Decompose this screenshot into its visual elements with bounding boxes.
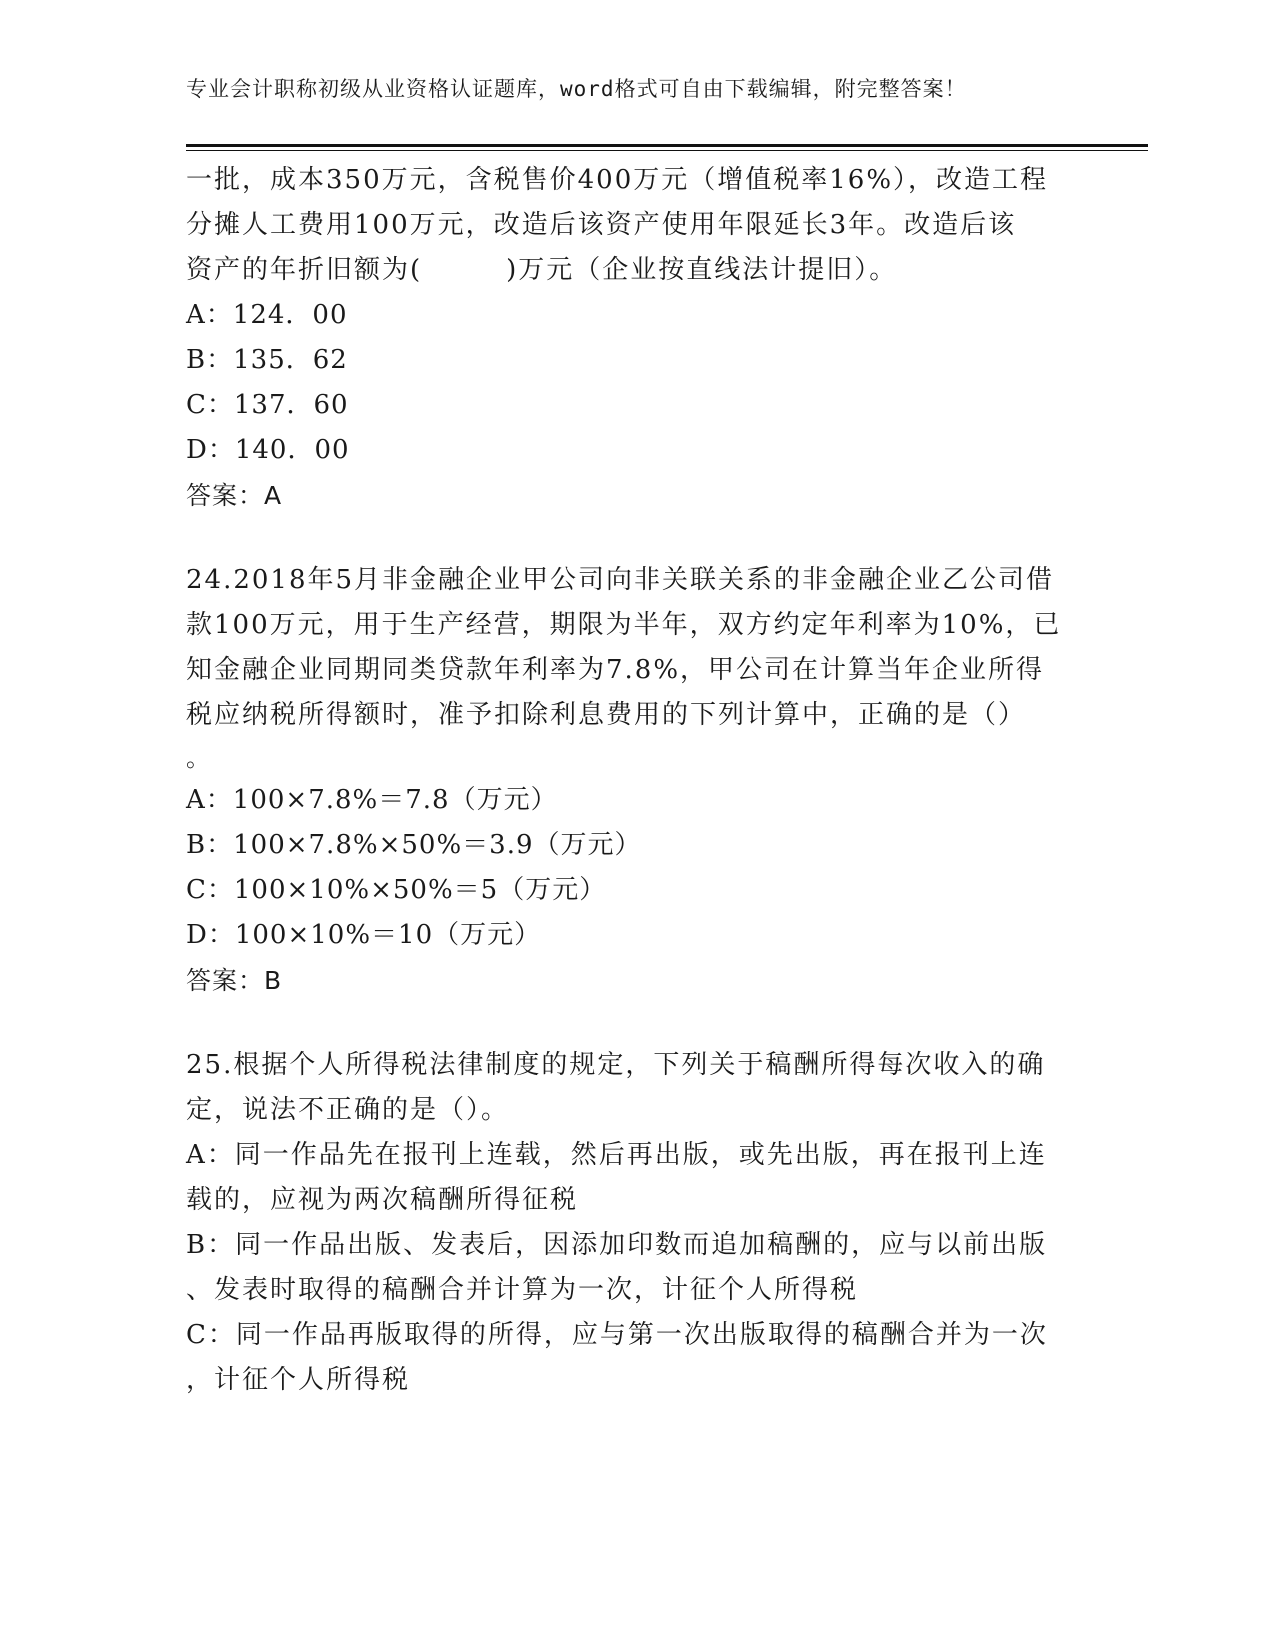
- question-25: [186, 1043, 1086, 1403]
- option-b: B：135．62: [186, 345, 348, 375]
- question-text-line: 款100万元，用于生产经营，期限为半年，双方约定年利率为10%，已: [186, 610, 1062, 640]
- option-c: C：137．60: [186, 390, 349, 420]
- page-header: 专业会计职称初级从业资格认证题库，word格式可自由下载编辑，附完整答案！: [186, 77, 967, 101]
- question-text-line: 一批，成本350万元，含税售价400万元（增值税率16%），改造工程: [186, 165, 1049, 195]
- question-24: [186, 558, 1086, 1003]
- option-b: B：同一作品出版、发表后，因添加印数而追加稿酬的，应与以前出版: [186, 1230, 1048, 1260]
- header-rule-thin: [186, 150, 1148, 151]
- option-c-continued: ，计征个人所得税: [186, 1365, 411, 1395]
- question-text-line: 分摊人工费用100万元，改造后该资产使用年限延长3年。改造后该: [186, 210, 1017, 240]
- header-rule-thick: [186, 144, 1148, 147]
- option-c: C：同一作品再版取得的所得，应与第一次出版取得的稿酬合并为一次: [186, 1320, 1048, 1350]
- question-23-continuation: [186, 158, 1086, 518]
- question-text-line: 定，说法不正确的是（）。: [186, 1095, 510, 1125]
- answer-line: 答案：A: [186, 481, 283, 510]
- spacer: [186, 1003, 1086, 1043]
- question-text-line: 资产的年折旧额为( )万元（企业按直线法计提旧）。: [186, 255, 898, 285]
- option-a: A：124．00: [186, 300, 348, 330]
- trailing-period: 。: [186, 744, 210, 772]
- option-a-continued: 载的，应视为两次稿酬所得征税: [186, 1185, 579, 1215]
- question-text-line: 25.根据个人所得税法律制度的规定，下列关于稿酬所得每次收入的确: [186, 1050, 1046, 1080]
- option-a: A：同一作品先在报刊上连载，然后再出版，或先出版，再在报刊上连: [186, 1140, 1047, 1170]
- spacer: [186, 518, 1086, 558]
- document-body: [186, 158, 1086, 1403]
- question-text-line: 知金融企业同期同类贷款年利率为7.8%，甲公司在计算当年企业所得: [186, 655, 1045, 685]
- question-text-line: 税应纳税所得额时，准予扣除利息费用的下列计算中，正确的是（）: [186, 700, 1027, 730]
- option-c: C：100×10%×50%＝5（万元）: [186, 875, 607, 905]
- option-d: D：100×10%＝10（万元）: [186, 920, 542, 950]
- option-a: A：100×7.8%＝7.8（万元）: [186, 785, 558, 815]
- option-d: D：140．00: [186, 435, 350, 465]
- option-b-continued: 、发表时取得的稿酬合并计算为一次，计征个人所得税: [186, 1275, 859, 1305]
- option-b: B：100×7.8%×50%＝3.9（万元）: [186, 830, 642, 860]
- answer-line: 答案：B: [186, 966, 283, 995]
- question-text-line: 24.2018年5月非金融企业甲公司向非关联关系的非金融企业乙公司借: [186, 565, 1055, 595]
